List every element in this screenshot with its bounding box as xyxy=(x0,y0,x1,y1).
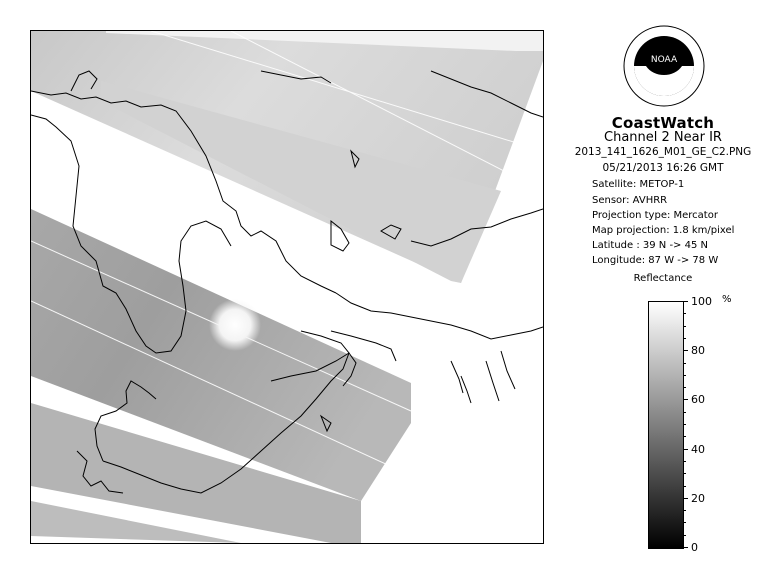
colorbar-tick-label: 40 xyxy=(691,442,705,456)
colorbar-tick xyxy=(683,449,688,450)
projection-type-label: Projection type: Mercator xyxy=(592,210,718,221)
colorbar-minor-tick xyxy=(683,363,686,364)
colorbar-tick xyxy=(683,498,688,499)
logo-text: NOAA xyxy=(650,55,678,65)
sensor-label: Sensor: AVHRR xyxy=(592,195,668,206)
colorbar-tick-label: 60 xyxy=(691,393,705,407)
sun-glint xyxy=(209,299,261,351)
noaa-logo-icon xyxy=(622,24,706,108)
colorbar-minor-tick xyxy=(683,412,686,413)
colorbar-unit: % xyxy=(722,294,732,305)
latitude-range-label: Latitude : 39 N -> 45 N xyxy=(592,240,708,251)
map-canvas xyxy=(31,31,543,543)
colorbar-tick-label: 20 xyxy=(691,491,705,505)
colorbar-minor-tick xyxy=(683,326,686,327)
colorbar-minor-tick xyxy=(683,473,686,474)
colorbar-minor-tick xyxy=(683,486,686,487)
colorbar-title: Reflectance xyxy=(633,273,693,284)
colorbar-tick xyxy=(683,547,688,548)
colorbar-minor-tick xyxy=(683,387,686,388)
file-name: 2013_141_1626_M01_GE_C2.PNG xyxy=(574,146,752,158)
longitude-range-label: Longitude: 87 W -> 78 W xyxy=(592,255,719,266)
colorbar xyxy=(648,301,684,549)
colorbar-minor-tick xyxy=(683,436,686,437)
colorbar-minor-tick xyxy=(683,510,686,511)
satellite-map xyxy=(30,30,544,544)
colorbar-tick xyxy=(683,301,688,302)
colorbar-tick xyxy=(683,350,688,351)
colorbar-tick-label: 80 xyxy=(691,344,705,358)
colorbar-tick xyxy=(683,399,688,400)
colorbar-tick-label: 100 xyxy=(691,295,712,308)
colorbar-minor-tick xyxy=(683,338,686,339)
colorbar-minor-tick xyxy=(683,375,686,376)
colorbar-minor-tick xyxy=(683,522,686,523)
colorbar-minor-tick xyxy=(683,313,686,314)
acquisition-datetime: 05/21/2013 16:26 GMT xyxy=(602,162,724,174)
channel-label: Channel 2 Near IR xyxy=(604,130,722,145)
map-projection-label: Map projection: 1.8 km/pixel xyxy=(592,225,735,236)
satellite-label: Satellite: METOP-1 xyxy=(592,179,685,190)
colorbar-tick-label: 0 xyxy=(691,541,698,554)
colorbar-minor-tick xyxy=(683,424,686,425)
colorbar-minor-tick xyxy=(683,461,686,462)
colorbar-minor-tick xyxy=(683,535,686,536)
product-title: CoastWatch xyxy=(611,114,715,132)
